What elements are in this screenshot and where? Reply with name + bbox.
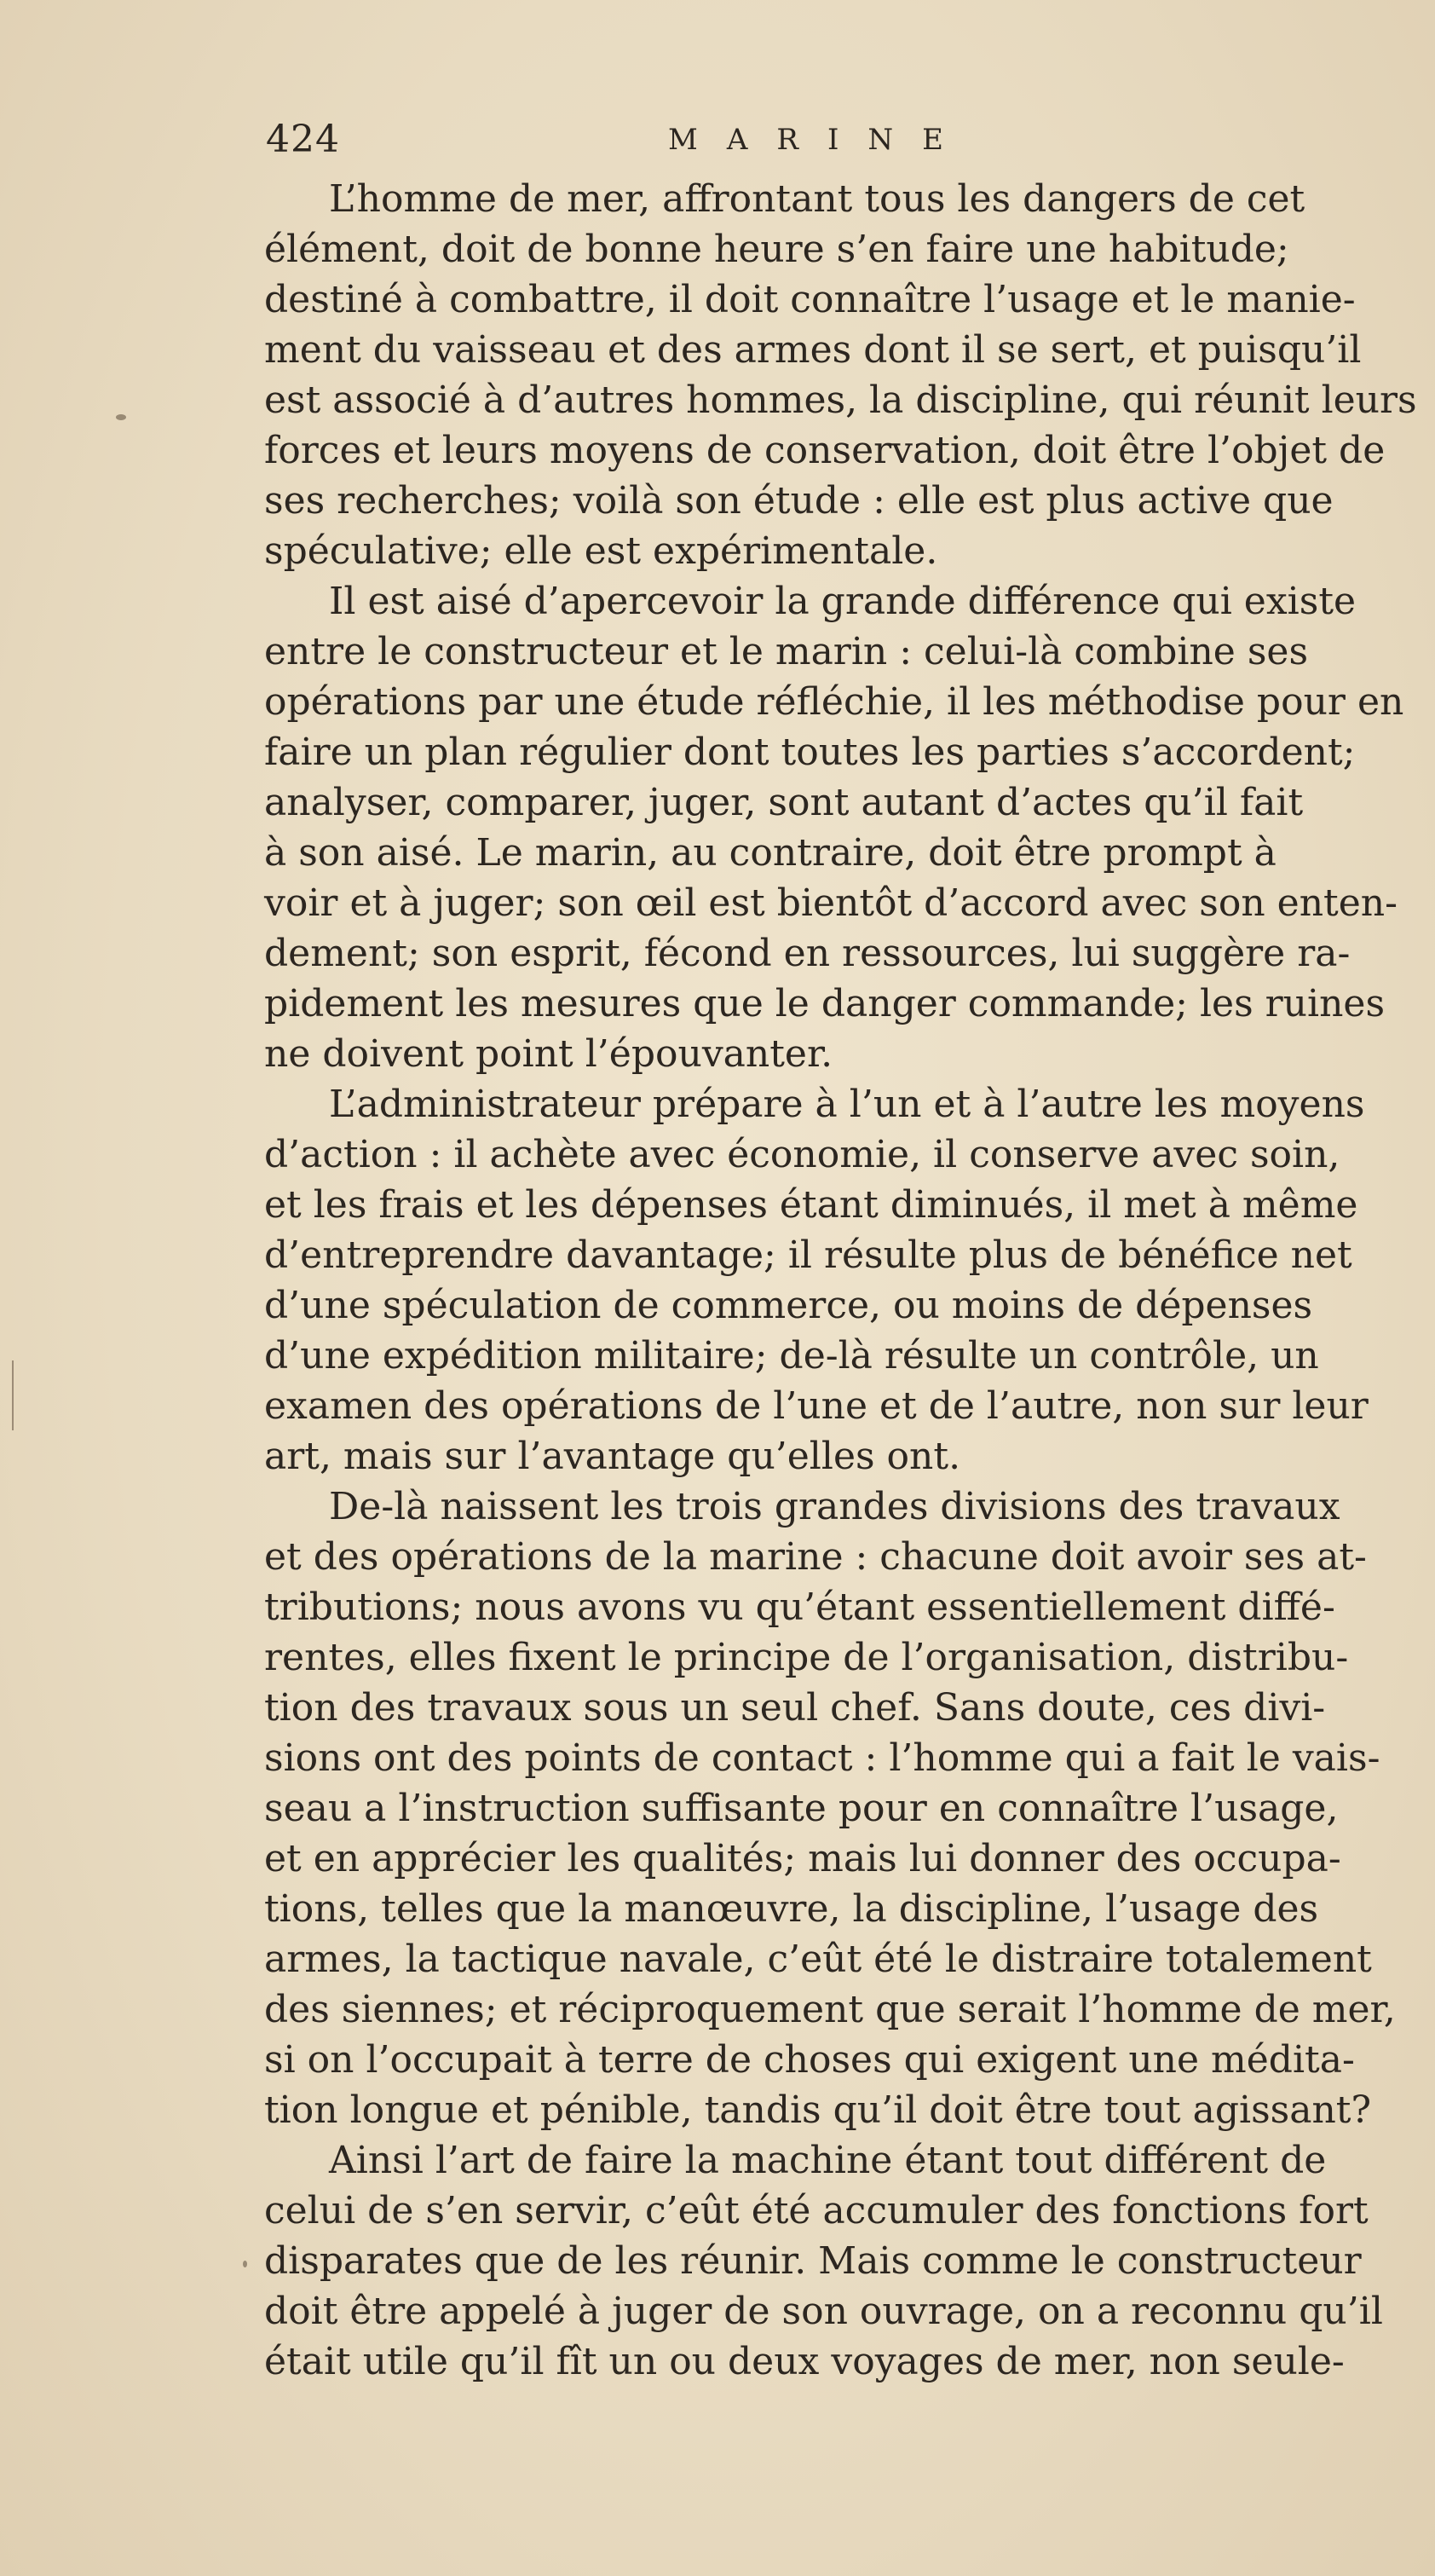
page-number: 424 bbox=[266, 118, 340, 161]
paper-smudge bbox=[116, 414, 126, 420]
text-line: armes, la tactique navale, c’eût été le distraire totalement bbox=[264, 1938, 1372, 1981]
text-line: si on l’occupait à terre de choses qui exigent une médita- bbox=[264, 2038, 1355, 2082]
page-header bbox=[266, 118, 1084, 169]
text-line: ne doivent point l’épouvanter. bbox=[264, 1032, 833, 1076]
running-head: MARINE bbox=[668, 123, 972, 157]
text-line: analyser, comparer, juger, sont autant d’actes qu’il fait bbox=[264, 781, 1304, 824]
text-line: tions, telles que la manœuvre, la discipline, l’usage des bbox=[264, 1887, 1319, 1931]
text-line: était utile qu’il fît un ou deux voyages de mer, non seule- bbox=[264, 2340, 1345, 2383]
text-line: destiné à combattre, il doit connaître l’usage et le manie- bbox=[264, 278, 1356, 321]
text-line: Ainsi l’art de faire la machine étant tout différent de bbox=[329, 2139, 1327, 2182]
text-line: tributions; nous avons vu qu’étant essentiellement diffé- bbox=[264, 1585, 1335, 1629]
text-line: art, mais sur l’avantage qu’elles ont. bbox=[264, 1435, 961, 1478]
text-line: doit être appelé à juger de son ouvrage, on a reconnu qu’il bbox=[264, 2290, 1383, 2333]
text-line: pidement les mesures que le danger commande; les ruines bbox=[264, 982, 1386, 1025]
text-line: sions ont des points de contact : l’homme qui a fait le vais- bbox=[264, 1736, 1380, 1780]
text-line: disparates que de les réunir. Mais comme le constructeur bbox=[264, 2239, 1362, 2283]
text-line: tion des travaux sous un seul chef. Sans doute, ces divi- bbox=[264, 1686, 1326, 1730]
text-line: seau a l’instruction suffisante pour en connaître l’usage, bbox=[264, 1787, 1339, 1830]
text-line: opérations par une étude réfléchie, il les méthodise pour en bbox=[264, 680, 1404, 724]
text-line: celui de s’en servir, c’eût été accumuler des fonctions fort bbox=[264, 2189, 1369, 2232]
text-line: De-là naissent les trois grandes divisions des travaux bbox=[329, 1485, 1340, 1528]
text-line: forces et leurs moyens de conservation, doit être l’objet de bbox=[264, 429, 1386, 472]
text-line: élément, doit de bonne heure s’en faire une habitude; bbox=[264, 228, 1289, 271]
text-line: des siennes; et réciproquement que serait l’homme de mer, bbox=[264, 1988, 1396, 2031]
text-line: voir et à juger; son œil est bientôt d’accord avec son enten- bbox=[264, 881, 1398, 925]
text-line: rentes, elles fixent le principe de l’organisation, distribu- bbox=[264, 1636, 1349, 1679]
text-line: et les frais et les dépenses étant diminués, il met à même bbox=[264, 1183, 1358, 1227]
text-line: est associé à d’autres hommes, la discipline, qui réunit leurs bbox=[264, 378, 1417, 422]
text-line: examen des opérations de l’une et de l’autre, non sur leur bbox=[264, 1384, 1369, 1428]
text-line: ses recherches; voilà son étude : elle est plus active que bbox=[264, 479, 1334, 523]
text-line: Il est aisé d’apercevoir la grande différence qui existe bbox=[329, 580, 1357, 623]
text-line: d’une spéculation de commerce, ou moins de dépenses bbox=[264, 1284, 1313, 1327]
text-line: L’administrateur prépare à l’un et à l’autre les moyens bbox=[329, 1083, 1365, 1126]
text-line: à son aisé. Le marin, au contraire, doit être prompt à bbox=[264, 831, 1277, 875]
text-line: faire un plan régulier dont toutes les parties s’accordent; bbox=[264, 731, 1356, 774]
text-line: L’homme de mer, affrontant tous les dangers de cet bbox=[329, 177, 1305, 221]
text-line: tion longue et pénible, tandis qu’il doit être tout agissant? bbox=[264, 2088, 1372, 2132]
body-text bbox=[264, 174, 1417, 2387]
text-line: spéculative; elle est expérimentale. bbox=[264, 529, 938, 573]
text-line: et des opérations de la marine : chacune doit avoir ses at- bbox=[264, 1535, 1367, 1579]
text-line: ment du vaisseau et des armes dont il se sert, et puisqu’il bbox=[264, 328, 1362, 372]
text-line: dement; son esprit, fécond en ressources, lui suggère ra- bbox=[264, 932, 1351, 975]
text-line: d’action : il achète avec économie, il conserve avec soin, bbox=[264, 1133, 1340, 1176]
margin-mark bbox=[12, 1360, 14, 1430]
text-line: entre le constructeur et le marin : celui-là combine ses bbox=[264, 630, 1309, 673]
paper-smudge bbox=[243, 2261, 247, 2267]
text-line: et en apprécier les qualités; mais lui donner des occupa- bbox=[264, 1837, 1341, 1880]
text-line: d’entreprendre davantage; il résulte plus de bénéfice net bbox=[264, 1233, 1352, 1277]
text-line: d’une expédition militaire; de-là résulte un contrôle, un bbox=[264, 1334, 1319, 1378]
